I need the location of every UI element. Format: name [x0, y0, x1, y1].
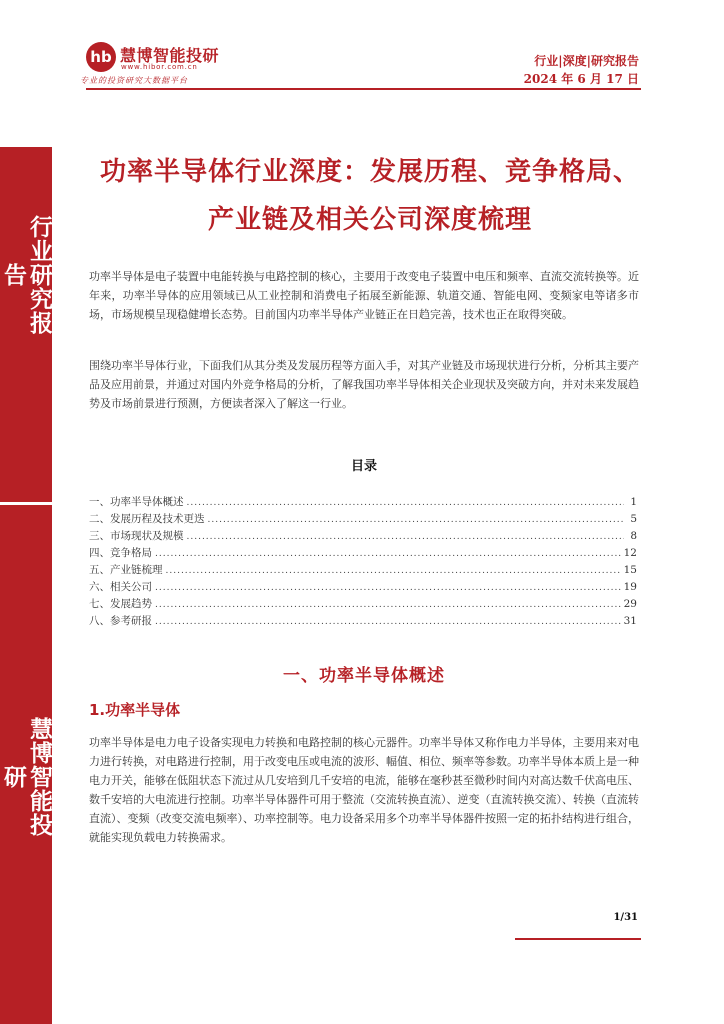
- logo-url: www.hibor.com.cn: [121, 63, 198, 71]
- section-heading: 一、功率半导体概述: [283, 666, 445, 686]
- toc-item-label: 三、市场现状及规模: [89, 530, 184, 542]
- toc-item[interactable]: [89, 545, 637, 562]
- toc-item-label: 六、相关公司: [89, 581, 152, 593]
- table-of-contents: [89, 494, 637, 630]
- toc-leader: [166, 566, 621, 576]
- report-date: 2024 年 6 月 17 日: [523, 72, 639, 86]
- section-paragraph: 功率半导体是电力电子设备实现电力转换和电路控制的核心元器件。功率半导体又称作电力半导体，主要用来对电力进行转换，对电路进行控制，用于改变电压或电流的波形、幅值、相位、频率等参数。功率半导体本质上是一种电力开关，能够在低阻状态下流过从几安培到几千安培的电流，能够在毫秒甚至微秒时间内对高达数千伏高电压、数千安培的大电流进行控制。功率半导体器件可用于整流（交流转换直流）、逆变（直流转换交流）、转换（直流转直流）、变频（改变交流电频率）、功率控制等。电力设备采用多个功率半导体器件按照一定的拓扑结构进行组合，就能实现负载电力转换需求。: [89, 736, 639, 844]
- toc-leader: [155, 549, 621, 559]
- toc-item[interactable]: [89, 511, 637, 528]
- toc-item-label: 四、竞争格局: [89, 547, 152, 559]
- footer-divider: [515, 938, 641, 940]
- toc-item-page: 19: [623, 581, 637, 593]
- toc-leader: [155, 617, 621, 627]
- toc-item[interactable]: [89, 528, 637, 545]
- header-divider: [86, 88, 641, 90]
- toc-leader: [155, 600, 621, 610]
- toc-item-label: 八、参考研报: [89, 615, 152, 627]
- logo-slogan: 专业的投资研究大数据平台: [80, 76, 188, 85]
- sidebar-label-top: 行业研究报告: [0, 215, 52, 335]
- toc-leader: [208, 515, 625, 525]
- toc-item-label: 五、产业链梳理: [89, 564, 163, 576]
- intro-paragraph-1: 功率半导体是电子装置中电能转换与电路控制的核心，主要用于改变电子装置中电压和频率、直流交流转换等。近年来，功率半导体的应用领域已从工业控制和消费电子拓展至新能源、轨道交通、智能电网、变频家电等诸多市场，市场规模呈现稳健增长态势。目前国内功率半导体产业链正在日趋完善，技术也正在取得突破。: [89, 270, 639, 321]
- toc-item[interactable]: [89, 596, 637, 613]
- toc-item-label: 七、发展趋势: [89, 598, 152, 610]
- toc-item-page: 12: [623, 547, 637, 559]
- toc-leader: [155, 583, 621, 593]
- title-line-1: 功率半导体行业深度：发展历程、竞争格局、: [99, 157, 640, 187]
- section-subheading: 1.功率半导体: [89, 701, 181, 719]
- toc-item-label: 二、发展历程及技术更迭: [89, 513, 205, 525]
- intro-paragraph-2: 围绕功率半导体行业，下面我们从其分类及发展历程等方面入手，对其产业链及市场现状进行分析，分析其主要产品及应用前景，并通过对国内外竞争格局的分析，了解我国功率半导体相关企业现状及突破方向，并对未来发展趋势及市场前景进行预测，方便读者深入了解这一行业。: [89, 359, 639, 410]
- toc-item[interactable]: [89, 579, 637, 596]
- toc-item-page: 15: [623, 564, 637, 576]
- report-type: 行业|深度|研究报告: [534, 54, 639, 68]
- document-title: [80, 148, 660, 244]
- title-line-2: 产业链及相关公司深度梳理: [207, 205, 532, 235]
- toc-item-page: 29: [623, 598, 637, 610]
- toc-leader: [187, 498, 625, 508]
- toc-item-page: 8: [630, 530, 637, 542]
- toc-heading: 目录: [350, 459, 377, 474]
- toc-item-page: 5: [630, 513, 637, 525]
- sidebar-label-bottom: 慧博智能投研: [0, 717, 52, 837]
- page-number: 1/31: [613, 912, 638, 923]
- toc-leader: [187, 532, 625, 542]
- toc-item[interactable]: [89, 562, 637, 579]
- toc-item[interactable]: [89, 613, 637, 630]
- toc-item-label: 一、功率半导体概述: [89, 496, 184, 508]
- toc-item-page: 1: [630, 496, 637, 508]
- logo-mark-icon: hb: [86, 42, 116, 72]
- logo: [80, 40, 266, 88]
- logo-name: 慧博智能投研: [120, 46, 220, 65]
- toc-item[interactable]: [89, 494, 637, 511]
- toc-item-page: 31: [623, 615, 637, 627]
